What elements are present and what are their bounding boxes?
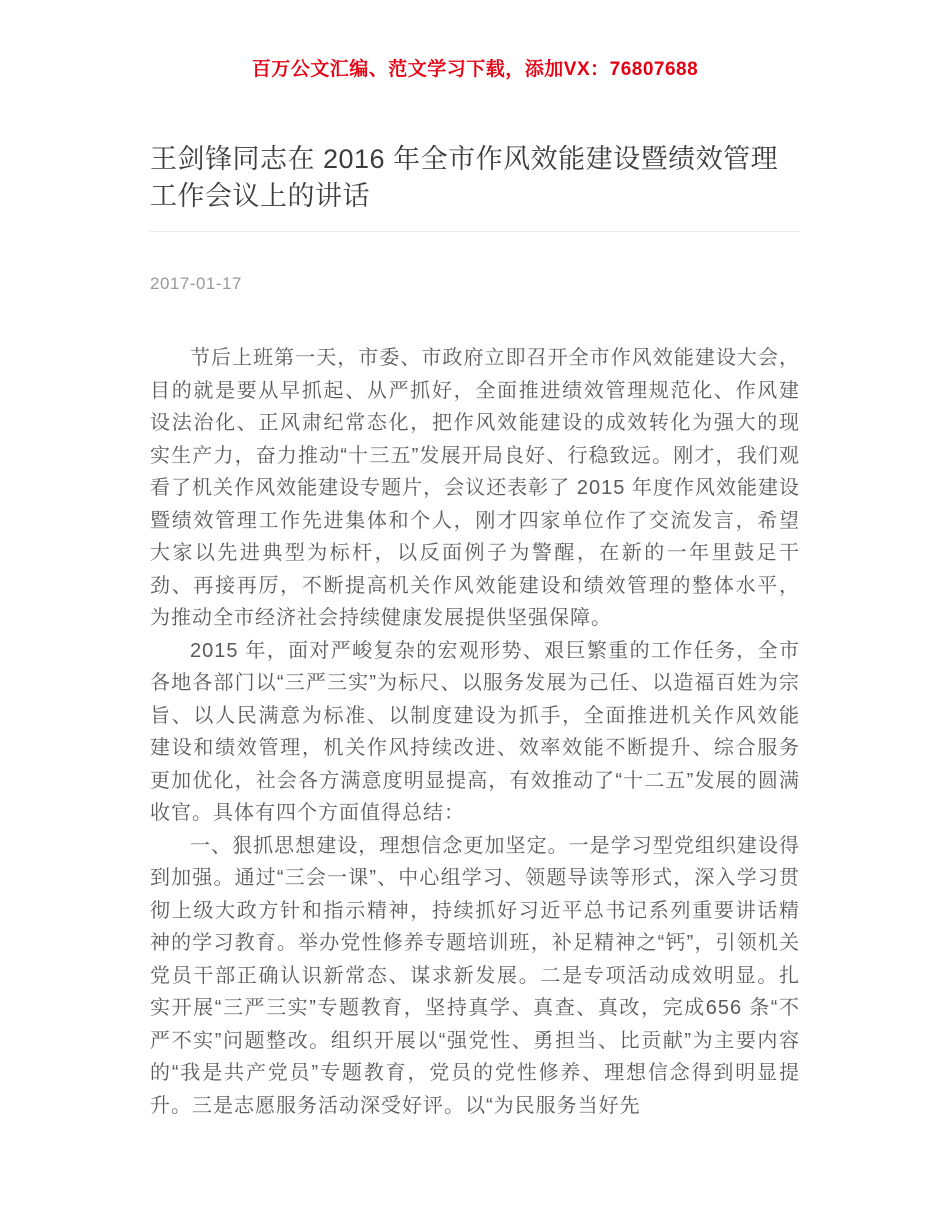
paragraph-2: 2015 年，面对严峻复杂的宏观形势、艰巨繁重的工作任务，全市各地各部门以“三严三实”为标尺、以服务发展为己任、以造福百姓为宗旨、以人民满意为标准、以制度建设为抓手，全面推进机关作风效能建设和绩效管理，机关作风持续改进、效率效能不断提升、综合服务更加优化，社会各方满意度明显提高，有效推动了“十二五”发展的圆满收官。具体有四个方面值得总结： <box>150 639 800 824</box>
article-title: 王剑锋同志在 2016 年全市作风效能建设暨绩效管理工作会议上的讲话 <box>150 144 779 211</box>
article <box>150 141 800 1122</box>
paragraph-1: 节后上班第一天，市委、市政府立即召开全市作风效能建设大会，目的就是要从早抓起、从严抓好，全面推进绩效管理规范化、作风建设法治化、正风肃纪常态化，把作风效能建设的成效转化为强大的现实生产力，奋力推动“十三五”发展开局良好、行稳致远。刚才，我们观看了机关作风效能建设专题片，会议还表彰了 2015 年度作风效能建设暨绩效管理工作先进集体和个人，刚才四家单位作了交流发言，希望大家以先进典型为标杆，以反面例子为警醒，在新的一年里鼓足干劲、再接再厉，不断提高机关作风效能建设和绩效管理的整体水平，为推动全市经济社会持续健康发展提供坚强保障。 <box>150 347 800 629</box>
paragraph-3: 一、狠抓思想建设，理想信念更加坚定。一是学习型党组织建设得到加强。通过“三会一课”、中心组学习、领题导读等形式，深入学习贯彻上级大政方针和指示精神，持续抓好习近平总书记系列重要讲话精神的学习教育。举办党性修养专题培训班，补足精神之“钙”，引领机关党员干部正确认识新常态、谋求新发展。二是专项活动成效明显。扎实开展“三严三实”专题教育，坚持真学、真查、真改，完成656 条“不严不实”问题整改。组织开展以“强党性、勇担当、比贡献”为主要内容的“我是共产党员”专题教育，党员的党性修养、理想信念得到明显提升。三是志愿服务活动深受好评。以“为民服务当好先 <box>150 834 800 1117</box>
article-body <box>150 342 800 1122</box>
promo-banner: 百万公文汇编、范文学习下载，添加VX：76807688 <box>251 59 699 80</box>
article-date: 2017-01-17 <box>150 274 242 293</box>
title-divider <box>150 231 800 232</box>
